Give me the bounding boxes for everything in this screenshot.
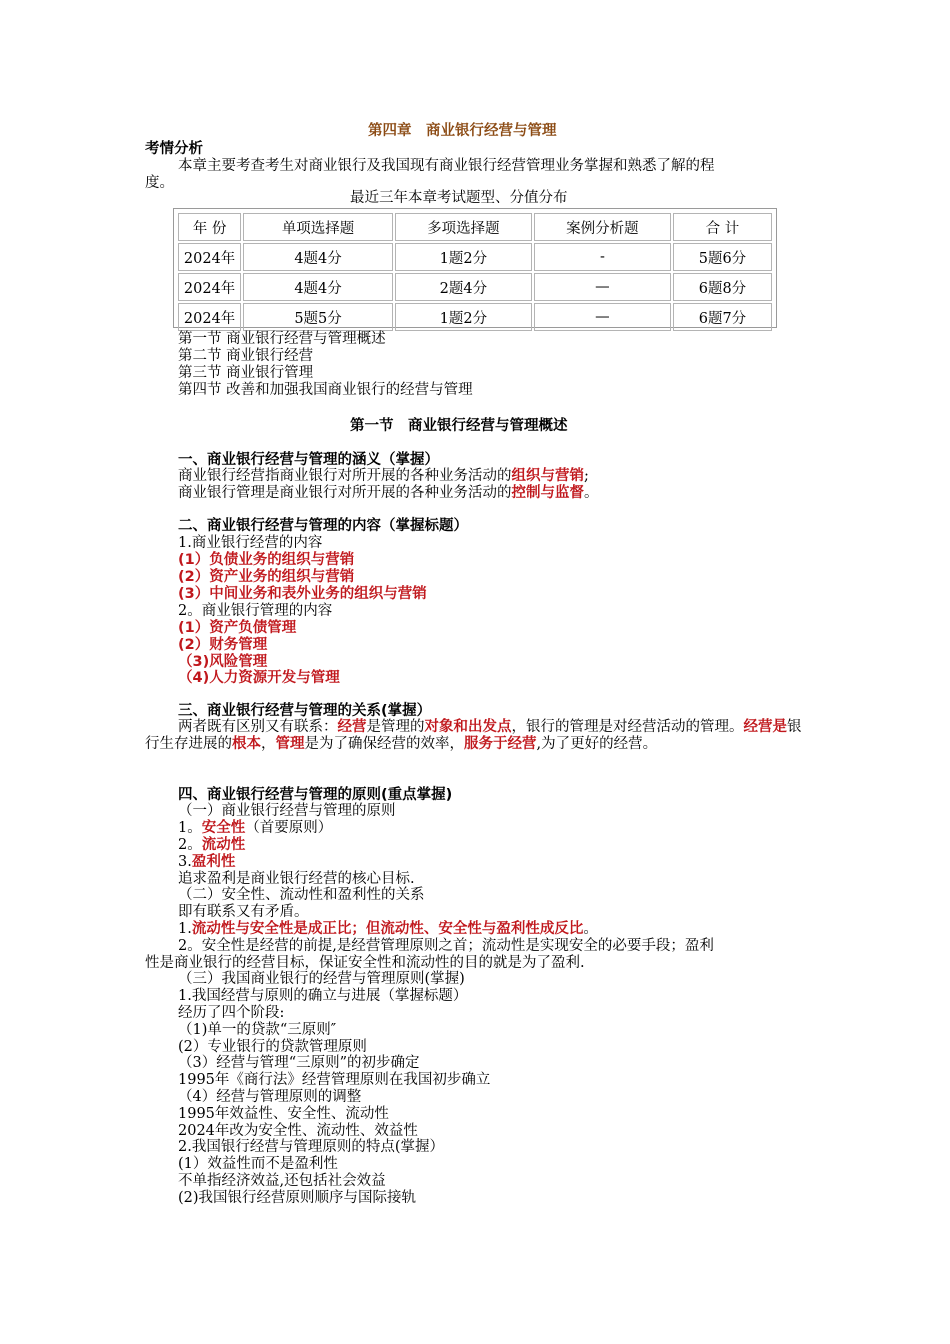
part2-item: （3)风险管理 <box>178 654 268 670</box>
part4-line: 经历了四个阶段: <box>178 1005 285 1021</box>
part4-line: （1)单一的贷款“三原则″ <box>178 1022 337 1038</box>
part3-heading: 三、商业银行经营与管理的关系(掌握） <box>178 703 432 719</box>
part2-sub-a: 1.商业银行经营的内容 <box>178 535 323 551</box>
part4-line: 2。安全性是经营的前提,是经营管理原则之首；流动性是实现安全的必要手段；盈利 <box>178 938 714 954</box>
score-table <box>173 208 777 328</box>
toc-item: 第三节 商业银行管理 <box>178 365 314 381</box>
part2-item: （4)人力资源开发与管理 <box>178 670 340 686</box>
table-cell: 4题4分 <box>243 243 393 271</box>
part4-heading: 四、商业银行经营与管理的原则(重点掌握) <box>178 787 453 803</box>
chapter-title: 第四章 商业银行经营与管理 <box>368 123 557 139</box>
table-row <box>178 303 772 331</box>
part2-item: (2）资产业务的组织与营销 <box>178 569 355 585</box>
table-cell: 2024年 <box>178 303 241 331</box>
table-header-cell: 案例分析题 <box>534 213 671 241</box>
part4-sub: （三）我国商业银行的经营与管理原则(掌握) <box>178 971 465 987</box>
toc-item: 第二节 商业银行经营 <box>178 348 314 364</box>
table-cell: 6题7分 <box>673 303 772 331</box>
table-header-cell: 合 计 <box>673 213 772 241</box>
part4-line: 性是商业银行的经营目标，保证安全性和流动性的目的就是为了盈利. <box>145 955 585 971</box>
part4-line: 1995年《商行法》经营管理原则在我国初步确立 <box>178 1072 491 1088</box>
part1-heading: 一、商业银行经营与管理的涵义（掌握） <box>178 452 439 468</box>
table-cell: 5题6分 <box>673 243 772 271</box>
part2-heading: 二、商业银行经营与管理的内容（掌握标题） <box>178 518 468 534</box>
part2-sub-b: 2。商业银行管理的内容 <box>178 603 333 619</box>
table-header-cell: 年 份 <box>178 213 241 241</box>
table-cell: 2024年 <box>178 273 241 301</box>
table-caption: 最近三年本章考试题型、分值分布 <box>350 190 568 206</box>
table-cell: 6题8分 <box>673 273 772 301</box>
part4-line: 2。流动性 <box>178 837 246 853</box>
intro-line-1: 本章主要考查考生对商业银行及我国现有商业银行经营管理业务掌握和熟悉了解的程 <box>178 158 715 174</box>
exam-analysis-heading: 考情分析 <box>145 141 203 157</box>
part1-line-2: 商业银行管理是商业银行对所开展的各种业务活动的控制与监督。 <box>178 485 599 501</box>
table-cell: 5题5分 <box>243 303 393 331</box>
table-cell: — <box>534 303 671 331</box>
table-cell: 2题4分 <box>395 273 532 301</box>
part4-sub: （二）安全性、流动性和盈利性的关系 <box>178 887 425 903</box>
intro-line-2: 度。 <box>145 175 174 191</box>
table-cell: 2024年 <box>178 243 241 271</box>
part4-line: 追求盈利是商业银行经营的核心目标. <box>178 871 415 887</box>
part4-line: (1）效益性而不是盈利性 <box>178 1156 338 1172</box>
part4-line: 2.我国银行经营与管理原则的特点(掌握） <box>178 1139 444 1155</box>
table-cell: — <box>534 273 671 301</box>
part2-item: (1）资产负债管理 <box>178 620 297 636</box>
section-title: 第一节 商业银行经营与管理概述 <box>350 418 568 434</box>
part4-line: (2)我国银行经营原则顺序与国际接轨 <box>178 1190 417 1206</box>
table-cell: 1题2分 <box>395 243 532 271</box>
part4-line: (2）专业银行的贷款管理原则 <box>178 1039 367 1055</box>
part4-line: 2024年改为安全性、流动性、效益性 <box>178 1123 418 1139</box>
toc-item: 第一节 商业银行经营与管理概述 <box>178 331 386 347</box>
part3-paragraph: 两者既有区别又有联系：经营是管理的对象和出发点，银行的管理是对经营活动的管理。经营是银行生存进展的根本，管理是为了确保经营的效率，服务于经营,为了更好的经营。 <box>145 719 802 752</box>
part2-item: (1）负债业务的组织与营销 <box>178 552 355 568</box>
toc-item: 第四节 改善和加强我国商业银行的经营与管理 <box>178 382 473 398</box>
part4-line: 1.流动性与安全性是成正比；但流动性、安全性与盈利性成反比。 <box>178 921 598 937</box>
part4-line: 1。安全性（首要原则） <box>178 820 333 836</box>
part4-line: 3.盈利性 <box>178 854 236 870</box>
table-cell: - <box>534 243 671 271</box>
table-cell: 4题4分 <box>243 273 393 301</box>
part1-line-1: 商业银行经营指商业银行对所开展的各种业务活动的组织与营销; <box>178 468 589 484</box>
table-cell: 1题2分 <box>395 303 532 331</box>
part4-line: 1995年效益性、安全性、流动性 <box>178 1106 389 1122</box>
table-header-cell: 单项选择题 <box>243 213 393 241</box>
part4-sub: （一）商业银行经营与管理的原则 <box>178 803 396 819</box>
part2-item: (2）财务管理 <box>178 637 268 653</box>
part4-line: （4）经营与管理原则的调整 <box>178 1089 362 1105</box>
table-row <box>178 273 772 301</box>
table-row <box>178 243 772 271</box>
table-header-cell: 多项选择题 <box>395 213 532 241</box>
part4-line: 不单指经济效益,还包括社会效益 <box>178 1173 386 1189</box>
part4-line: 即有联系又有矛盾。 <box>178 904 309 920</box>
part4-line: 1.我国经营与原则的确立与进展（掌握标题） <box>178 988 468 1004</box>
table-header-row <box>178 213 772 241</box>
part2-item: (3）中间业务和表外业务的组织与营销 <box>178 586 427 602</box>
part4-line: （3）经营与管理“三原则”的初步确定 <box>178 1055 420 1071</box>
